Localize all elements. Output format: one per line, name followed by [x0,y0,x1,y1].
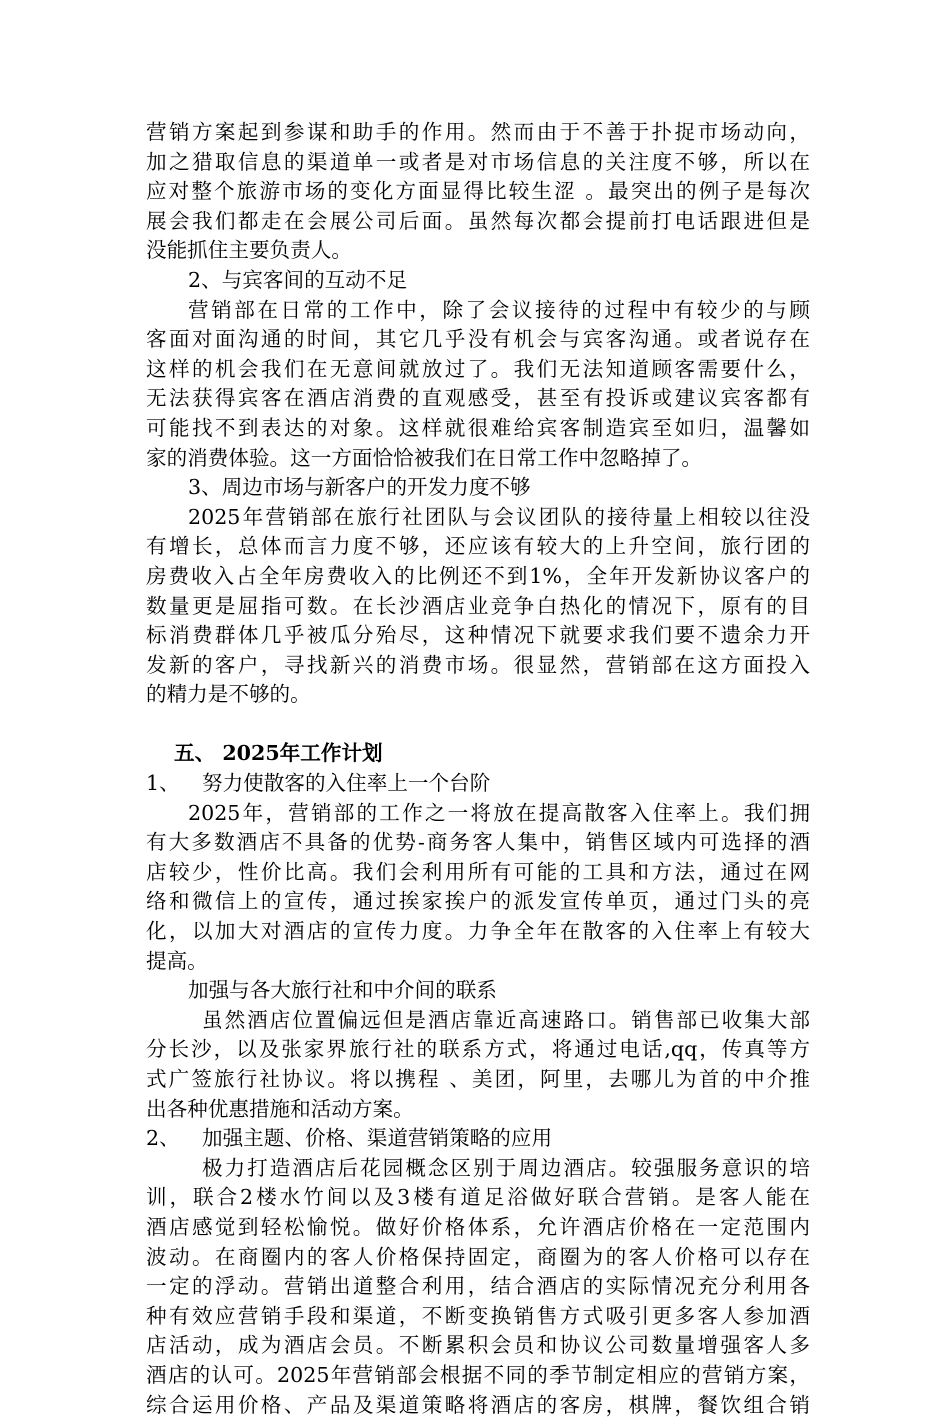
paragraph-line: 式广签旅行社协议。将以携程 、美团，阿里，去哪儿为首的中介推 [146,1067,810,1091]
paragraph-line: 提高。 [146,948,208,973]
document-body [146,118,810,1420]
paragraph-line: 有增长，总体而言力度不够，还应该有较大的上升空间，旅行团的 [146,534,810,559]
paragraph-line: 家的消费体验。这一方面恰恰被我们在日常工作中忽略掉了。 [146,445,703,470]
paragraph-line: 标消费群体几乎被瓜分殆尽，这种情况下就要求我们要不遗余力开 [146,623,810,648]
subheading-travel-agencies: 加强与各大旅行社和中介间的联系 [188,978,497,1003]
plan-item-1 [146,769,810,799]
paragraph-line: 极力打造酒店后花园概念区别于周边酒店。较强服务意识的培 [202,1155,810,1180]
paragraph-line: 加之猎取信息的渠道单一或者是对市场信息的关注度不够，所以在 [146,149,810,174]
paragraph-line: 店较少，性价比高。我们会利用所有可能的工具和方法，通过在网 [146,859,810,884]
paragraph-line: 应对整个旅游市场的变化方面显得比较生涩 。最突出的例子是每次 [146,179,810,204]
paragraph-line: 络和微信上的宣传，通过挨家挨户的派发宣传单页，通过门头的亮 [146,889,810,914]
paragraph-line: 无法获得宾客在酒店消费的直观感受，甚至有投诉或建议宾客都有 [146,386,810,411]
paragraph-line: 2025年，营销部的工作之一将放在提高散客入住率上。我们拥 [188,800,810,825]
paragraph-line: 分长沙，以及张家界旅行社的联系方式，将通过电话,qq，传真等方 [146,1037,810,1062]
paragraph-line: 酒店的认可。2025年营销部会根据不同的季节制定相应的营销方案， [146,1362,810,1387]
paragraph-line: 波动。在商圈内的客人价格保持固定，商圈为的客人价格可以存在 [146,1244,810,1269]
plan-item-text: 加强主题、价格、渠道营销策略的应用 [202,1126,553,1151]
subheading-market: 3、周边市场与新客户的开发力度不够 [188,475,531,500]
paragraph-line: 有大多数酒店不具备的优势-商务客人集中，销售区域内可选择的酒 [146,830,810,855]
plan-item-number: 2、 [146,1126,180,1151]
subheading-interaction: 2、与宾客间的互动不足 [188,267,408,292]
paragraph-line: 房费收入占全年房费收入的比例还不到1%，全年开发新协议客户的 [146,563,810,588]
paragraph-line: 一定的浮动。营销出道整合利用，结合酒店的实际情况充分利用各 [146,1274,810,1299]
paragraph-line: 2025年营销部在旅行社团队与会议团队的接待量上相较以往没 [188,504,810,529]
paragraph-line: 种有效应营销手段和渠道，不断变换销售方式吸引更多客人参加酒 [146,1303,810,1328]
paragraph-line: 可能找不到表达的对象。这样就很难给宾客制造宾至如归，温馨如 [146,415,810,440]
paragraph-line: 综合运用价格、产品及渠道策略将酒店的客房，棋牌，餐饮组合销 [146,1392,810,1417]
paragraph-line: 虽然酒店位置偏远但是酒店靠近高速路口。销售部已收集大部 [202,1007,810,1032]
paragraph-line: 化，以加大对酒店的宣传力度。力争全年在散客的入住率上有较大 [146,919,810,944]
paragraph-line: 没能抓住主要负责人。 [146,238,352,263]
paragraph-line: 营销方案起到参谋和助手的作用。然而由于不善于扑捉市场动向， [146,120,810,144]
paragraph-line: 营销部在日常的工作中，除了会议接待的过程中有较少的与顾 [188,297,810,322]
paragraph-line: 数量更是屈指可数。在长沙酒店业竞争白热化的情况下，原有的目 [146,593,810,618]
blank-line [146,710,810,740]
paragraph-line: 酒店感觉到轻松愉悦。做好价格体系，允许酒店价格在一定范围内 [146,1214,810,1239]
paragraph-line: 客面对面沟通的时间，其它几乎没有机会与宾客沟通。或者说存在 [146,327,810,352]
paragraph-line: 训，联合2楼水竹间以及3楼有道足浴做好联合营销。是客人能在 [146,1185,810,1210]
plan-item-text: 努力使散客的入住率上一个台阶 [202,771,491,796]
paragraph-line: 的精力是不够的。 [146,682,311,707]
paragraph-line: 发新的客户，寻找新兴的消费市场。很显然，营销部在这方面投入 [146,652,810,677]
paragraph-line: 店活动，成为酒店会员。不断累积会员和协议公司数量增强客人多 [146,1333,810,1358]
paragraph-line: 出各种优惠措施和活动方案。 [146,1096,414,1121]
section-heading: 五、 2025年工作计划 [174,741,383,766]
paragraph-line: 展会我们都走在会展公司后面。虽然每次都会提前打电话跟进但是 [146,208,810,233]
plan-item-2 [146,1124,810,1154]
plan-item-number: 1、 [146,771,180,796]
paragraph-line: 这样的机会我们在无意间就放过了。我们无法知道顾客需要什么， [146,356,810,381]
